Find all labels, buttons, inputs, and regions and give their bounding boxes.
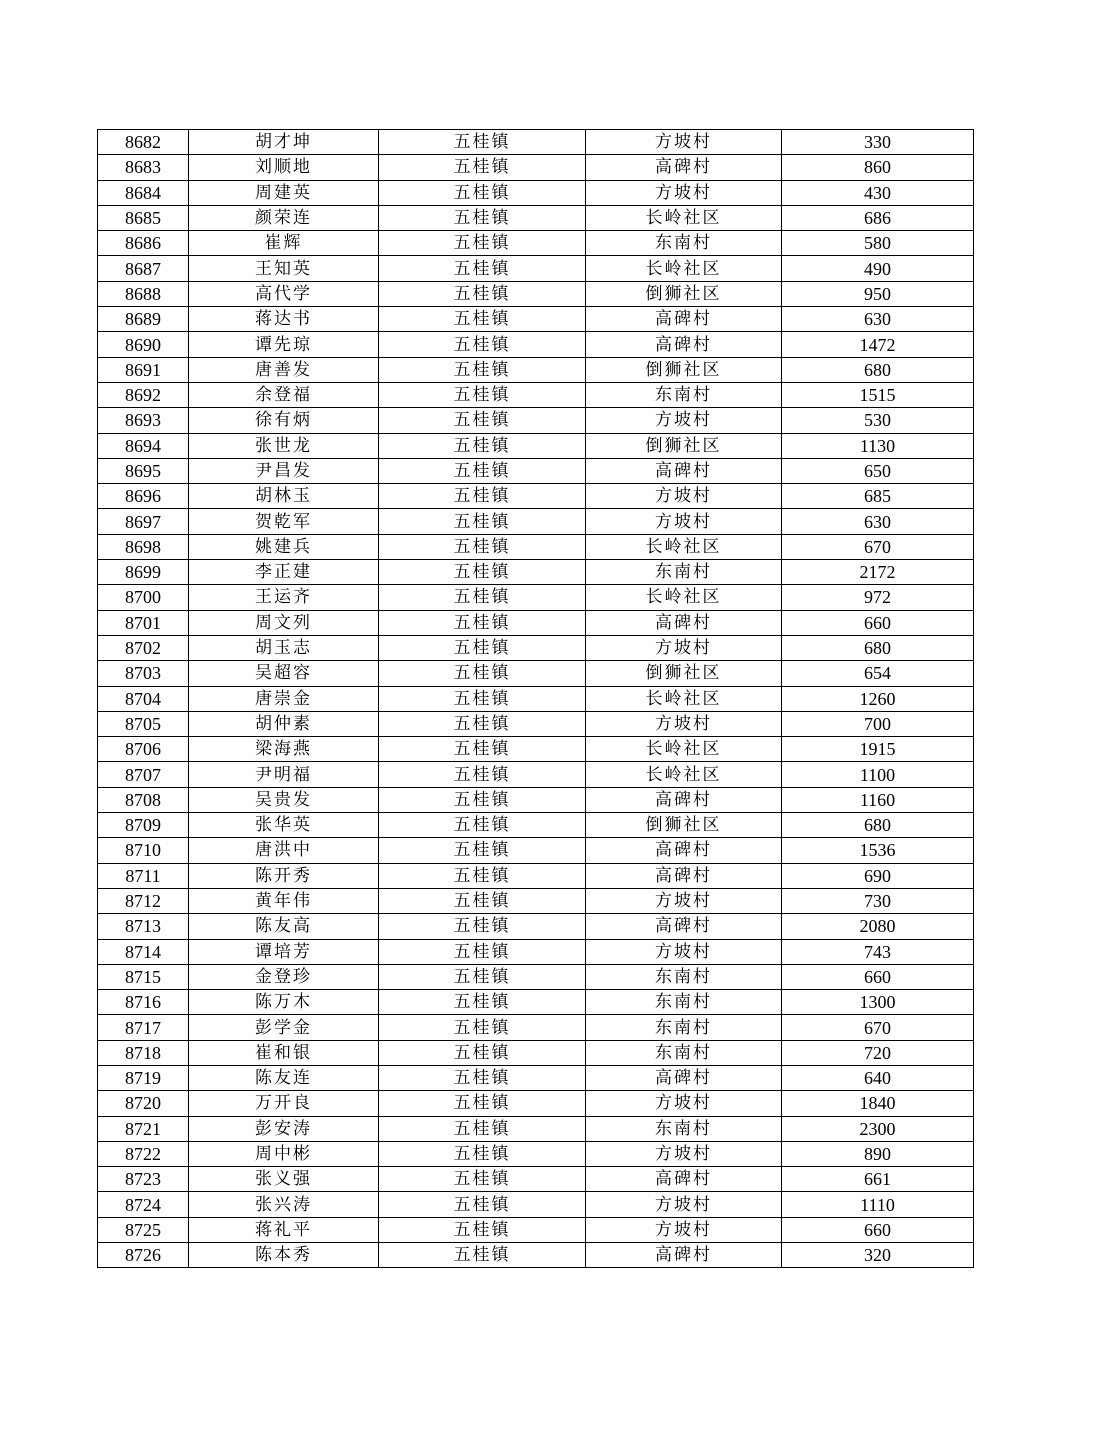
table-row	[98, 990, 974, 1015]
village-cell: 倒狮社区	[586, 813, 782, 838]
table-row	[98, 1091, 974, 1116]
person-name-cell: 梁海燕	[189, 737, 379, 762]
village-cell: 长岭社区	[586, 762, 782, 787]
town-cell: 五桂镇	[379, 610, 586, 635]
row-number-cell: 8702	[98, 635, 189, 660]
person-name-cell: 陈友连	[189, 1065, 379, 1090]
amount-cell: 730	[782, 888, 974, 913]
person-name-cell: 周中彬	[189, 1141, 379, 1166]
village-cell: 东南村	[586, 382, 782, 407]
table-row	[98, 231, 974, 256]
village-cell: 高碑村	[586, 914, 782, 939]
town-cell: 五桂镇	[379, 332, 586, 357]
row-number-cell: 8699	[98, 560, 189, 585]
person-name-cell: 高代学	[189, 281, 379, 306]
table-row	[98, 484, 974, 509]
amount-cell: 720	[782, 1040, 974, 1065]
table-row	[98, 155, 974, 180]
row-number-cell: 8689	[98, 307, 189, 332]
row-number-cell: 8690	[98, 332, 189, 357]
row-number-cell: 8722	[98, 1141, 189, 1166]
person-name-cell: 胡玉志	[189, 635, 379, 660]
amount-cell: 670	[782, 1015, 974, 1040]
amount-cell: 890	[782, 1141, 974, 1166]
row-number-cell: 8685	[98, 205, 189, 230]
table-row	[98, 1065, 974, 1090]
table-row	[98, 838, 974, 863]
village-cell: 东南村	[586, 1040, 782, 1065]
village-cell: 方坡村	[586, 408, 782, 433]
village-cell: 东南村	[586, 560, 782, 585]
table-row	[98, 686, 974, 711]
town-cell: 五桂镇	[379, 256, 586, 281]
town-cell: 五桂镇	[379, 458, 586, 483]
amount-cell: 654	[782, 661, 974, 686]
person-name-cell: 彭学金	[189, 1015, 379, 1040]
row-number-cell: 8724	[98, 1192, 189, 1217]
table-row	[98, 560, 974, 585]
town-cell: 五桂镇	[379, 155, 586, 180]
table-row	[98, 281, 974, 306]
table-row	[98, 1141, 974, 1166]
row-number-cell: 8686	[98, 231, 189, 256]
row-number-cell: 8682	[98, 130, 189, 155]
person-name-cell: 周文列	[189, 610, 379, 635]
village-cell: 长岭社区	[586, 585, 782, 610]
town-cell: 五桂镇	[379, 787, 586, 812]
amount-cell: 680	[782, 635, 974, 660]
table-row	[98, 1217, 974, 1242]
village-cell: 东南村	[586, 964, 782, 989]
table-row	[98, 382, 974, 407]
amount-cell: 430	[782, 180, 974, 205]
village-cell: 倒狮社区	[586, 661, 782, 686]
row-number-cell: 8716	[98, 990, 189, 1015]
person-name-cell: 陈本秀	[189, 1243, 379, 1268]
village-cell: 方坡村	[586, 1141, 782, 1166]
town-cell: 五桂镇	[379, 357, 586, 382]
person-name-cell: 胡仲素	[189, 711, 379, 736]
row-number-cell: 8710	[98, 838, 189, 863]
person-name-cell: 陈万木	[189, 990, 379, 1015]
village-cell: 东南村	[586, 1116, 782, 1141]
amount-cell: 320	[782, 1243, 974, 1268]
amount-cell: 680	[782, 813, 974, 838]
amount-cell: 1472	[782, 332, 974, 357]
row-number-cell: 8688	[98, 281, 189, 306]
table-row	[98, 1243, 974, 1268]
town-cell: 五桂镇	[379, 762, 586, 787]
row-number-cell: 8708	[98, 787, 189, 812]
person-name-cell: 张兴涛	[189, 1192, 379, 1217]
row-number-cell: 8707	[98, 762, 189, 787]
town-cell: 五桂镇	[379, 231, 586, 256]
person-name-cell: 吴超容	[189, 661, 379, 686]
town-cell: 五桂镇	[379, 130, 586, 155]
village-cell: 长岭社区	[586, 205, 782, 230]
village-cell: 高碑村	[586, 610, 782, 635]
row-number-cell: 8726	[98, 1243, 189, 1268]
town-cell: 五桂镇	[379, 813, 586, 838]
person-name-cell: 张华英	[189, 813, 379, 838]
town-cell: 五桂镇	[379, 509, 586, 534]
amount-cell: 860	[782, 155, 974, 180]
row-number-cell: 8698	[98, 534, 189, 559]
town-cell: 五桂镇	[379, 863, 586, 888]
town-cell: 五桂镇	[379, 484, 586, 509]
person-name-cell: 崔和银	[189, 1040, 379, 1065]
table-row	[98, 914, 974, 939]
row-number-cell: 8717	[98, 1015, 189, 1040]
row-number-cell: 8684	[98, 180, 189, 205]
town-cell: 五桂镇	[379, 990, 586, 1015]
row-number-cell: 8693	[98, 408, 189, 433]
town-cell: 五桂镇	[379, 838, 586, 863]
person-name-cell: 颜荣连	[189, 205, 379, 230]
person-name-cell: 唐崇金	[189, 686, 379, 711]
amount-cell: 680	[782, 357, 974, 382]
row-number-cell: 8683	[98, 155, 189, 180]
amount-cell: 650	[782, 458, 974, 483]
town-cell: 五桂镇	[379, 914, 586, 939]
person-name-cell: 尹明福	[189, 762, 379, 787]
town-cell: 五桂镇	[379, 635, 586, 660]
village-cell: 高碑村	[586, 307, 782, 332]
town-cell: 五桂镇	[379, 408, 586, 433]
village-cell: 高碑村	[586, 863, 782, 888]
table-row	[98, 408, 974, 433]
village-cell: 倒狮社区	[586, 433, 782, 458]
village-cell: 长岭社区	[586, 256, 782, 281]
village-cell: 高碑村	[586, 1243, 782, 1268]
town-cell: 五桂镇	[379, 1091, 586, 1116]
amount-cell: 972	[782, 585, 974, 610]
person-name-cell: 王知英	[189, 256, 379, 281]
person-name-cell: 张世龙	[189, 433, 379, 458]
person-name-cell: 蒋礼平	[189, 1217, 379, 1242]
table-row	[98, 813, 974, 838]
table-row	[98, 1040, 974, 1065]
village-cell: 方坡村	[586, 1217, 782, 1242]
amount-cell: 670	[782, 534, 974, 559]
row-number-cell: 8718	[98, 1040, 189, 1065]
village-cell: 方坡村	[586, 888, 782, 913]
table-row	[98, 509, 974, 534]
town-cell: 五桂镇	[379, 382, 586, 407]
amount-cell: 530	[782, 408, 974, 433]
village-cell: 高碑村	[586, 458, 782, 483]
table-row	[98, 332, 974, 357]
person-name-cell: 陈友高	[189, 914, 379, 939]
subsidy-table	[97, 129, 974, 1268]
amount-cell: 630	[782, 509, 974, 534]
town-cell: 五桂镇	[379, 1167, 586, 1192]
amount-cell: 1160	[782, 787, 974, 812]
person-name-cell: 胡林玉	[189, 484, 379, 509]
amount-cell: 630	[782, 307, 974, 332]
person-name-cell: 王运齐	[189, 585, 379, 610]
person-name-cell: 蒋达书	[189, 307, 379, 332]
town-cell: 五桂镇	[379, 307, 586, 332]
amount-cell: 685	[782, 484, 974, 509]
village-cell: 方坡村	[586, 635, 782, 660]
person-name-cell: 谭先琼	[189, 332, 379, 357]
village-cell: 长岭社区	[586, 737, 782, 762]
table-row	[98, 585, 974, 610]
person-name-cell: 万开良	[189, 1091, 379, 1116]
table-row	[98, 964, 974, 989]
table-row	[98, 534, 974, 559]
row-number-cell: 8713	[98, 914, 189, 939]
row-number-cell: 8696	[98, 484, 189, 509]
amount-cell: 2300	[782, 1116, 974, 1141]
person-name-cell: 张义强	[189, 1167, 379, 1192]
village-cell: 高碑村	[586, 838, 782, 863]
town-cell: 五桂镇	[379, 560, 586, 585]
person-name-cell: 黄年伟	[189, 888, 379, 913]
table-row	[98, 1192, 974, 1217]
row-number-cell: 8700	[98, 585, 189, 610]
town-cell: 五桂镇	[379, 1015, 586, 1040]
village-cell: 方坡村	[586, 1192, 782, 1217]
row-number-cell: 8692	[98, 382, 189, 407]
amount-cell: 1840	[782, 1091, 974, 1116]
row-number-cell: 8705	[98, 711, 189, 736]
amount-cell: 686	[782, 205, 974, 230]
town-cell: 五桂镇	[379, 964, 586, 989]
person-name-cell: 贺乾军	[189, 509, 379, 534]
town-cell: 五桂镇	[379, 711, 586, 736]
person-name-cell: 金登珍	[189, 964, 379, 989]
amount-cell: 580	[782, 231, 974, 256]
village-cell: 方坡村	[586, 711, 782, 736]
town-cell: 五桂镇	[379, 686, 586, 711]
table-row	[98, 458, 974, 483]
amount-cell: 1915	[782, 737, 974, 762]
table-row	[98, 357, 974, 382]
person-name-cell: 唐善发	[189, 357, 379, 382]
person-name-cell: 徐有炳	[189, 408, 379, 433]
table-row	[98, 256, 974, 281]
town-cell: 五桂镇	[379, 661, 586, 686]
town-cell: 五桂镇	[379, 737, 586, 762]
person-name-cell: 姚建兵	[189, 534, 379, 559]
table-row	[98, 433, 974, 458]
village-cell: 高碑村	[586, 332, 782, 357]
town-cell: 五桂镇	[379, 1040, 586, 1065]
table-row	[98, 610, 974, 635]
table-row	[98, 1015, 974, 1040]
village-cell: 长岭社区	[586, 686, 782, 711]
table-row	[98, 1116, 974, 1141]
amount-cell: 660	[782, 610, 974, 635]
table-row	[98, 711, 974, 736]
table-row	[98, 762, 974, 787]
amount-cell: 1130	[782, 433, 974, 458]
village-cell: 长岭社区	[586, 534, 782, 559]
village-cell: 倒狮社区	[586, 357, 782, 382]
table-row	[98, 787, 974, 812]
amount-cell: 1515	[782, 382, 974, 407]
row-number-cell: 8697	[98, 509, 189, 534]
amount-cell: 1100	[782, 762, 974, 787]
village-cell: 倒狮社区	[586, 281, 782, 306]
town-cell: 五桂镇	[379, 433, 586, 458]
table-row	[98, 863, 974, 888]
village-cell: 东南村	[586, 1015, 782, 1040]
village-cell: 方坡村	[586, 509, 782, 534]
row-number-cell: 8691	[98, 357, 189, 382]
village-cell: 高碑村	[586, 1065, 782, 1090]
person-name-cell: 陈开秀	[189, 863, 379, 888]
town-cell: 五桂镇	[379, 939, 586, 964]
amount-cell: 690	[782, 863, 974, 888]
row-number-cell: 8712	[98, 888, 189, 913]
person-name-cell: 尹昌发	[189, 458, 379, 483]
village-cell: 东南村	[586, 990, 782, 1015]
town-cell: 五桂镇	[379, 1243, 586, 1268]
person-name-cell: 崔辉	[189, 231, 379, 256]
amount-cell: 2080	[782, 914, 974, 939]
row-number-cell: 8687	[98, 256, 189, 281]
village-cell: 方坡村	[586, 939, 782, 964]
amount-cell: 1300	[782, 990, 974, 1015]
town-cell: 五桂镇	[379, 1217, 586, 1242]
row-number-cell: 8706	[98, 737, 189, 762]
village-cell: 方坡村	[586, 130, 782, 155]
amount-cell: 950	[782, 281, 974, 306]
table-row	[98, 635, 974, 660]
table-row	[98, 205, 974, 230]
town-cell: 五桂镇	[379, 180, 586, 205]
table-row	[98, 737, 974, 762]
town-cell: 五桂镇	[379, 534, 586, 559]
row-number-cell: 8703	[98, 661, 189, 686]
row-number-cell: 8723	[98, 1167, 189, 1192]
amount-cell: 743	[782, 939, 974, 964]
village-cell: 东南村	[586, 231, 782, 256]
amount-cell: 700	[782, 711, 974, 736]
table-row	[98, 180, 974, 205]
row-number-cell: 8721	[98, 1116, 189, 1141]
village-cell: 方坡村	[586, 180, 782, 205]
town-cell: 五桂镇	[379, 1141, 586, 1166]
table-row	[98, 888, 974, 913]
table-body	[98, 130, 974, 1268]
person-name-cell: 谭培芳	[189, 939, 379, 964]
amount-cell: 660	[782, 1217, 974, 1242]
row-number-cell: 8711	[98, 863, 189, 888]
town-cell: 五桂镇	[379, 1192, 586, 1217]
town-cell: 五桂镇	[379, 281, 586, 306]
table-row	[98, 1167, 974, 1192]
village-cell: 高碑村	[586, 1167, 782, 1192]
person-name-cell: 吴贵发	[189, 787, 379, 812]
town-cell: 五桂镇	[379, 1116, 586, 1141]
row-number-cell: 8714	[98, 939, 189, 964]
town-cell: 五桂镇	[379, 205, 586, 230]
amount-cell: 1260	[782, 686, 974, 711]
person-name-cell: 李正建	[189, 560, 379, 585]
amount-cell: 1536	[782, 838, 974, 863]
amount-cell: 661	[782, 1167, 974, 1192]
amount-cell: 660	[782, 964, 974, 989]
village-cell: 方坡村	[586, 484, 782, 509]
village-cell: 方坡村	[586, 1091, 782, 1116]
table-row	[98, 661, 974, 686]
row-number-cell: 8709	[98, 813, 189, 838]
person-name-cell: 彭安涛	[189, 1116, 379, 1141]
amount-cell: 640	[782, 1065, 974, 1090]
town-cell: 五桂镇	[379, 888, 586, 913]
row-number-cell: 8695	[98, 458, 189, 483]
table-row	[98, 939, 974, 964]
row-number-cell: 8701	[98, 610, 189, 635]
person-name-cell: 余登福	[189, 382, 379, 407]
row-number-cell: 8719	[98, 1065, 189, 1090]
row-number-cell: 8720	[98, 1091, 189, 1116]
amount-cell: 490	[782, 256, 974, 281]
town-cell: 五桂镇	[379, 585, 586, 610]
person-name-cell: 胡才坤	[189, 130, 379, 155]
row-number-cell: 8715	[98, 964, 189, 989]
amount-cell: 2172	[782, 560, 974, 585]
village-cell: 高碑村	[586, 155, 782, 180]
town-cell: 五桂镇	[379, 1065, 586, 1090]
table-row	[98, 307, 974, 332]
table-row	[98, 130, 974, 155]
row-number-cell: 8725	[98, 1217, 189, 1242]
row-number-cell: 8704	[98, 686, 189, 711]
person-name-cell: 周建英	[189, 180, 379, 205]
amount-cell: 330	[782, 130, 974, 155]
person-name-cell: 刘顺地	[189, 155, 379, 180]
village-cell: 高碑村	[586, 787, 782, 812]
amount-cell: 1110	[782, 1192, 974, 1217]
row-number-cell: 8694	[98, 433, 189, 458]
person-name-cell: 唐洪中	[189, 838, 379, 863]
